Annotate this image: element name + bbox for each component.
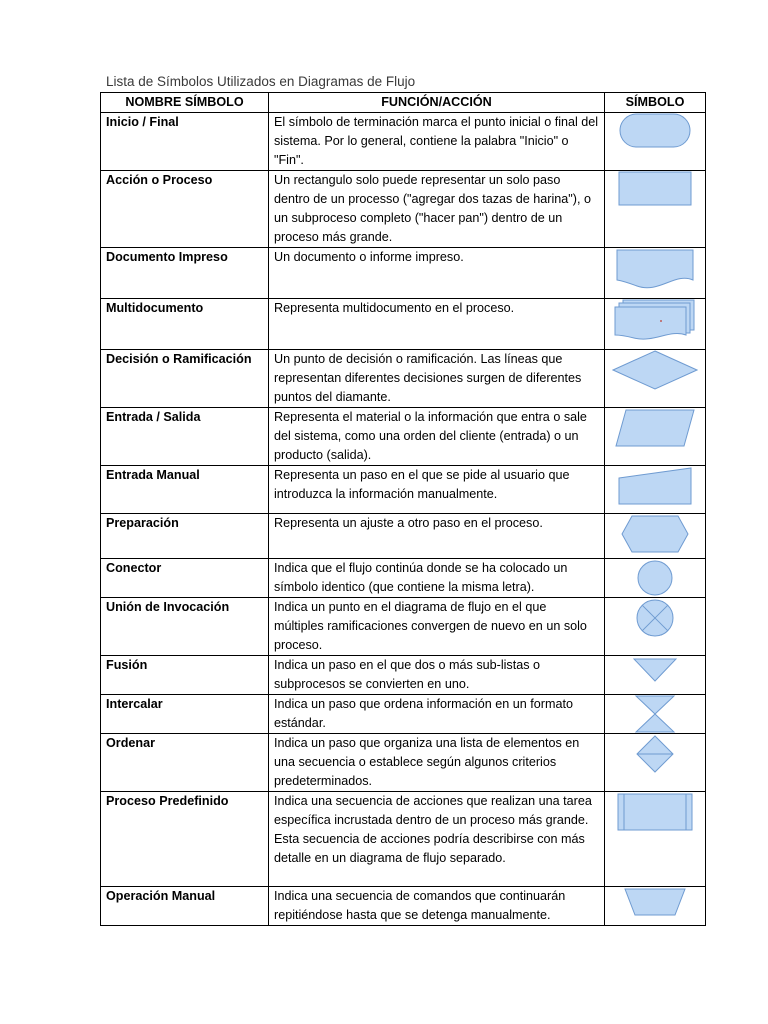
symbol-function: Representa un ajuste a otro paso en el proceso. (269, 514, 605, 559)
symbol-cell (605, 598, 706, 656)
summing-junction-icon (634, 598, 676, 638)
predefined-process-icon (616, 792, 694, 832)
symbol-cell (605, 559, 706, 598)
symbol-name: Decisión o Ramificación (101, 350, 269, 408)
symbol-function: Un rectangulo solo puede representar un solo paso dentro de un processo ("agregar dos tazas de harina"), o un subproceso completo ("hacer pan") dentro de un proceso más grande. (269, 171, 605, 248)
symbols-table (100, 92, 706, 926)
symbol-function: Representa el material o la información que entra o sale del sistema, como una orden del cliente (entrada) o un producto (salida). (269, 408, 605, 466)
sort-icon (635, 734, 675, 774)
symbol-function: Indica un paso en el que dos o más sub-listas o subprocesos se convierten en uno. (269, 656, 605, 695)
symbol-name: Acción o Proceso (101, 171, 269, 248)
table-row (101, 299, 706, 350)
table-row (101, 792, 706, 887)
symbol-function: Indica un paso que ordena información en un formato estándar. (269, 695, 605, 734)
symbol-name: Operación Manual (101, 887, 269, 926)
terminator-icon (619, 113, 691, 149)
header-symbol: SÍMBOLO (605, 93, 706, 113)
table-row (101, 695, 706, 734)
table-row (101, 598, 706, 656)
table-caption: Lista de Símbolos Utilizados en Diagramas de Flujo (106, 74, 416, 89)
symbol-name: Documento Impreso (101, 248, 269, 299)
symbol-cell (605, 887, 706, 926)
manual-input-icon (617, 466, 693, 506)
document-icon (615, 248, 695, 290)
symbol-name: Preparación (101, 514, 269, 559)
table-row (101, 887, 706, 926)
connector-icon (635, 559, 675, 597)
table-row (101, 559, 706, 598)
symbol-name: Proceso Predefinido (101, 792, 269, 887)
symbol-function: Un punto de decisión o ramificación. Las líneas que representan diferentes decisiones surgen de diferentes puntos del diamante. (269, 350, 605, 408)
symbol-name: Multidocumento (101, 299, 269, 350)
symbol-function: Indica una secuencia de acciones que realizan una tarea específica incrustada dentro de un proceso más grande. Esta secuencia de acciones podría describirse con más detalle en un diagrama de flujo separado. (269, 792, 605, 887)
symbol-cell (605, 695, 706, 734)
symbol-name: Unión de Invocación (101, 598, 269, 656)
table-row (101, 514, 706, 559)
symbol-function: Indica que el flujo continúa donde se ha colocado un símbolo identico (que contiene la misma letra). (269, 559, 605, 598)
symbol-name: Entrada / Salida (101, 408, 269, 466)
input-output-icon (614, 408, 696, 448)
symbol-function: Indica un paso que organiza una lista de elementos en una secuencia o establece según algunos criterios predeterminados. (269, 734, 605, 792)
multidocument-icon (614, 299, 696, 341)
manual-operation-icon (623, 887, 687, 917)
table-row (101, 466, 706, 514)
symbol-function: Indica un punto en el diagrama de flujo en el que múltiples ramificaciones convergen de nuevo en un solo proceso. (269, 598, 605, 656)
merge-icon (632, 656, 678, 684)
symbol-cell (605, 350, 706, 408)
preparation-icon (620, 514, 690, 554)
symbol-name: Ordenar (101, 734, 269, 792)
collate-icon (634, 695, 676, 733)
table-row (101, 350, 706, 408)
symbol-function: Representa un paso en el que se pide al usuario que introduzca la información manualmente. (269, 466, 605, 514)
symbol-cell (605, 792, 706, 887)
table-row (101, 734, 706, 792)
decision-icon (612, 350, 698, 390)
symbol-cell (605, 408, 706, 466)
symbol-cell (605, 171, 706, 248)
symbol-cell (605, 248, 706, 299)
table-row (101, 113, 706, 171)
symbol-name: Fusión (101, 656, 269, 695)
header-function: FUNCIÓN/ACCIÓN (269, 93, 605, 113)
symbol-name: Inicio / Final (101, 113, 269, 171)
symbol-function: Indica una secuencia de comandos que continuarán repitiéndose hasta que se detenga manualmente. (269, 887, 605, 926)
process-icon (618, 171, 692, 207)
table-row (101, 656, 706, 695)
table-row (101, 248, 706, 299)
table-row (101, 408, 706, 466)
symbol-cell (605, 466, 706, 514)
symbol-cell (605, 299, 706, 350)
header-row (101, 93, 706, 113)
symbol-cell (605, 113, 706, 171)
symbol-name: Conector (101, 559, 269, 598)
header-name: NOMBRE SÍMBOLO (101, 93, 269, 113)
table-row (101, 171, 706, 248)
symbol-cell (605, 734, 706, 792)
symbol-cell (605, 514, 706, 559)
symbol-name: Intercalar (101, 695, 269, 734)
symbol-function: Un documento o informe impreso. (269, 248, 605, 299)
symbol-function: El símbolo de terminación marca el punto inicial o final del sistema. Por lo general, contiene la palabra "Inicio" o "Fin". (269, 113, 605, 171)
symbol-cell (605, 656, 706, 695)
symbol-name: Entrada Manual (101, 466, 269, 514)
symbol-function: Representa multidocumento en el proceso. (269, 299, 605, 350)
